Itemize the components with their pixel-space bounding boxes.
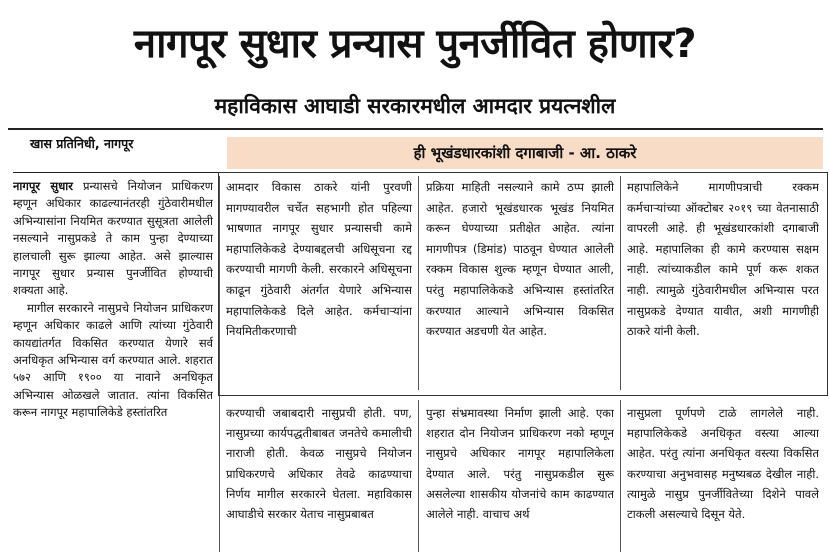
left-paragraph-1 [13,178,213,300]
box-title: ही भूखंडधारकांशी दगाबाजी - आ. ठाकरे [413,144,637,162]
bottom-column-1: करण्याची जबाबदारी नासुप्रची होती. पण, नासुप्रच्या कार्यपद्धतीबाबत जनतेचे कमालीची नाराजी होती. केवळ नासुप्रचे नियोजन प्राधिकरणचे अधिकार तेवढे काढण्याचा निर्णय मागील सरकारने घेतला. महाविकास आघाडीचे सरकार येताच नासुप्रबाबत [226,406,412,522]
left-paragraph-2: मागील सरकारने नासुप्रचे नियोजन प्राधिकरण म्हणून अधिकार काढले आणि त्यांच्या गुंठेवारी कायद्यांतर्गत विकसित करण्यात येणारे सर्व अनधिकृत अभिन्यास वर्ग करण्यात आले. शहरात ५७२ आणि १९०० या नावाने अनधिकृत अभिन्यास ओळखले जातात. त्यांना विकसित करून नागपूर महापालिकेडे हस्तांतरित [13,300,213,420]
top-rule [8,128,823,130]
headline: नागपूर सुधार प्रन्यास पुनर्जीवित होणार? [133,21,697,67]
lead-word: नागपूर सुधार [13,179,73,193]
bottom-divider-1 [418,400,419,552]
box-divider-2 [620,176,621,390]
box-column-3: महापालिकेने मागणीपत्राची रक्कम कर्मचाऱ्यांच्या ऑक्टोबर २०१९ च्या वेतनासाठी वापरली आहे. ही भूखंडधारकांशी दगाबाजी आहे. महापालिका ही कामे करण्यास सक्षम नाही. त्यांच्याकडील कामे पूर्ण करू शकत नाही. त्यामुळे गुंठेवारीमधील अभिन्यास परत नासुप्रकडे देण्यात यावीत, अशी मागणीही ठाकरे यांनी केली. [627,180,819,339]
box-title-banner [227,137,823,169]
bottom-column-2: पुन्हा संभ्रमावस्था निर्माण झाली आहे. एका शहरात दोन नियोजन प्राधिकरण नको म्हणून नासुप्रचे अधिकार नागपूर महापालिकेला देण्यात आले. परंतु नासुप्रकडील सुरू असलेल्या शासकीय योजनांचे काम काढण्यात आलेले नाही. वाचाच अर्थ [426,406,614,522]
subheadline: महाविकास आघाडी सरकारमधील आमदार प्रयत्नशील [214,94,616,118]
bottom-column-3: नासुप्रला पूर्णपणे टाळे लागलेले नाही. महापालिकेकडे अनधिकृत वस्त्या आल्या आहेत. परंतु त्यांना अनधिकृत वस्त्या विकसित करण्याचा अनुभवासह मनुष्यबळ देखील नाही. त्यामुळे नासुप्र पुनर्जीवितेच्या दिशेने पावले टाकली असल्याचे दिसून येते. [627,406,819,522]
box-divider-1 [418,176,419,390]
box-column-1: आमदार विकास ठाकरे यांनी पुरवणी मागण्यावरील चर्चेत सहभागी होत पहिल्या भाषणात नागपूर सुधार प्रन्यासची कामे महापालिकेकडे देण्याबद्दलची अधिसूचना रद्द करण्याची मागणी केली. सरकारने अधिसूचना काढून गुंठेवारी अंतर्गत येणारे अभिन्यास महापालिकेकडे दिले आहेत. कर्मचाऱ्यांना नियमितीकरणाची [226,180,412,339]
left-paragraph-1-text: प्रन्यासचे नियोजन प्राधिकरण म्हणून अधिकार काढल्यानंतरही गुंठेवारीमधील अभिन्यासांना नियमित करण्यात सुसूत्रता आलेली नसल्याने नासुप्रकडे ते काम पुन्हा देण्याच्या हालचाली सुरू झाल्या आहेत. असे झाल्यास नागपूर सुधार प्रन्यास पुनर्जीवित होण्याची शक्यता आहे. [13,179,213,298]
box-column-2: प्रक्रिया माहिती नसल्याने कामे ठप्प झाली आहेत. हजारो भूखंडधारक भूखंड नियमित करून घेण्याच्या प्रतीक्षेत आहेत. त्यांना मागणीपत्र (डिमांड) पाठवून घेण्यात आलेली रक्कम विकास शुल्क म्हणून घेण्यात आली, परंतु महापालिकेकडे अभिन्यास हस्तांतरित करण्यात आल्याने अभिन्यास विकसित करण्यात अडचणी येत आहेत. [426,180,614,339]
byline: खास प्रतिनिधी, नागपूर [30,136,134,151]
left-column [13,178,213,550]
bottom-divider-2 [620,400,621,552]
byline-rule [13,172,218,173]
